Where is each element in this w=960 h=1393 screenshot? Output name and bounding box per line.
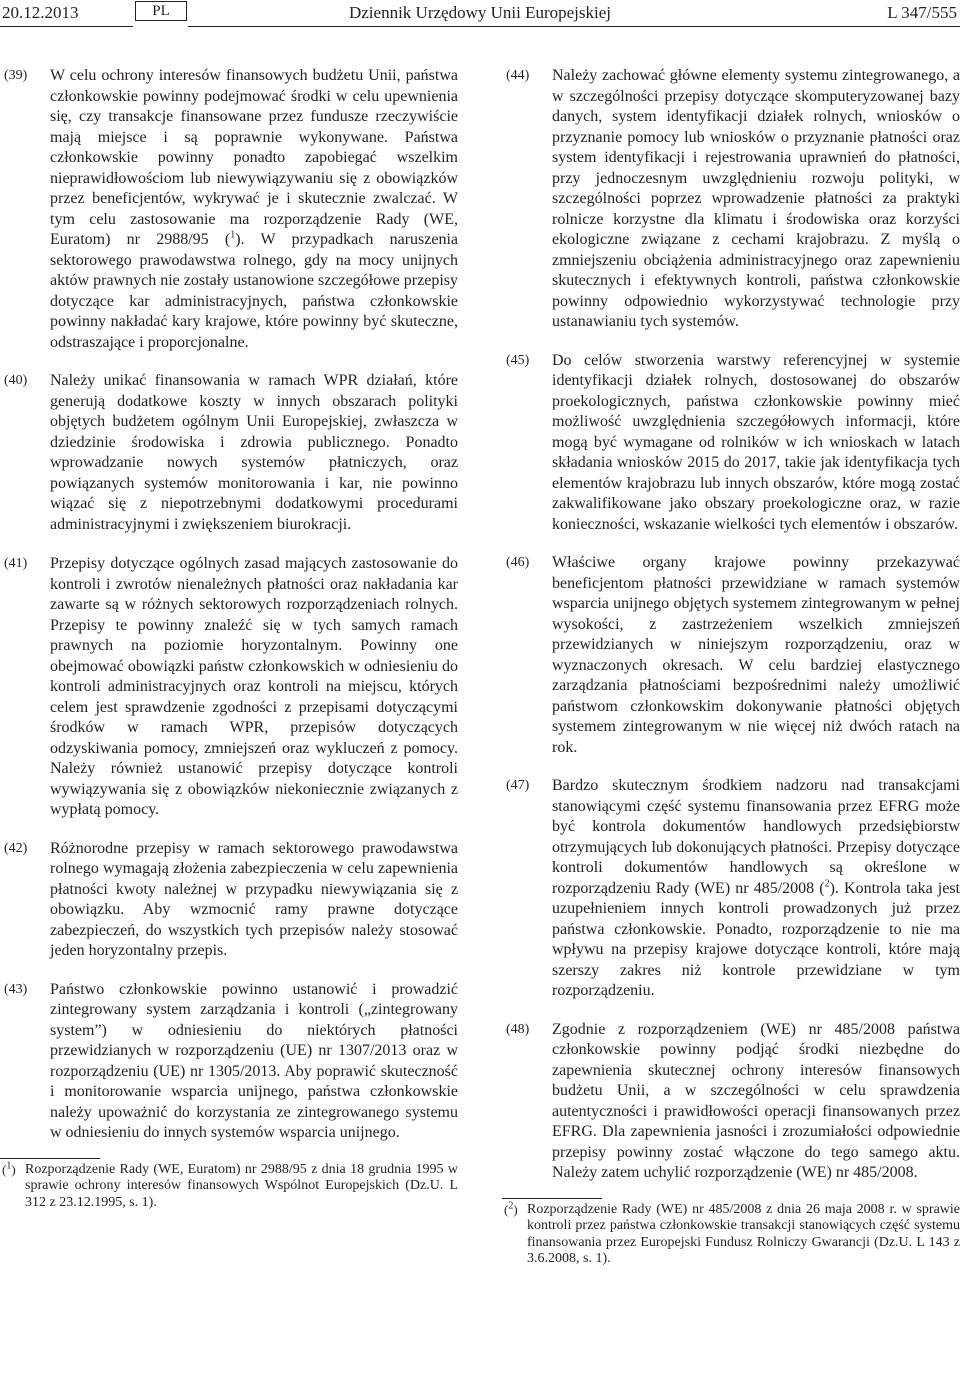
- recital-number: (47): [506, 778, 530, 793]
- recital-number: (43): [4, 981, 28, 997]
- recital-text: Właściwe organy krajowe powinny przekazywać beneficjentom płatności przewidziane w ramach systemów wsparcia unijnego objętych systemem zintegrowanym w pełnej wysokości, z zastrzeżeniem wszelkich zmniejszeń przewidzianych w niniejszym rozporządzeniu, oraz w wyznaczonych okresach. W celu bardziej elastycznego zarządzania płatnościami bezpośrednimi należy umożliwić państwom członkowskim dokonywanie płatności objętych systemem zintegrowanym w nie więcej niż dwóch ratach na rok.: [552, 554, 960, 756]
- recital-text: Przepisy dotyczące ogólnych zasad mających zastosowanie do kontroli i zwrotów nienależnych płatności oraz nakładania kar zawarte są w różnych sektorowych rozporządzeniach rolnych. Przepisy te powinny znaleźć się w tych samych ramach prawnych na poziomie horyzontalnym. Powinny one obejmować obowiązki państw członkowskich w odniesieniu do kontroli administracyjnych oraz kontroli na miejscu, których celem jest sprawdzenie zgodności z przepisami dotyczącymi środków w ramach WPR, przepisów dotyczących odzyskiwania pomocy, zmniejszeń oraz wykluczeń z pomocy. Należy również ustanowić przepisy dotyczące kontroli wywiązywania się z obowiązków niekoniecznie związanych z wypłatą pomocy.: [50, 555, 458, 818]
- recital-45: [502, 351, 960, 536]
- recital-text: W celu ochrony interesów finansowych budżetu Unii, państwa członkowskie powinny podejmować środki w celu upewnienia się, czy transakcje finansowane przez fundusze rzeczywiście mają miejsce i są poprawnie wykonywane. Państwa członkowskie powinny ponadto zapobiegać wszelkim nieprawidłowościom lub niewywiązywaniu się z obowiązków przez beneficjentów, wykrywać je i skutecznie zwalczać. W tym celu zastosowanie ma rozporządzenie Rady (WE, Euratom) nr 2988/95 (: [50, 67, 458, 248]
- recital-text-cont: ). W przypadkach naruszenia sektorowego prawodawstwa rolnego, gdy na mocy unijnych aktów prawnych nie zostały ustanowione szczegółowe przepisy dotyczące kar administracyjnych, państwa członkowskie powinny nakładać kary krajowe, które powinny być skuteczne, odstraszające i proporcjonalne.: [50, 231, 458, 351]
- page-reference: L 347/555: [887, 3, 957, 22]
- recital-text: Zgodnie z rozporządzeniem (WE) nr 485/2008 państwa członkowskie powinny podjąć środki niezbędne do zapewnienia skutecznej ochrony interesów finansowych budżetu Unii, a w szczególności w celu sprawdzenia autentyczności i prawidłowości operacji finansowanych przez EFRG. Dla zapewnienia jasności i zrozumiałości odpowiednie przepisy powinny zostać włączone do tego samego aktu. Należy zatem uchylić rozporządzenie (WE) nr 485/2008.: [552, 1020, 960, 1181]
- footnote-mark: 2: [508, 1200, 514, 1212]
- footnote-mark: 1: [6, 1160, 12, 1172]
- recital-44: [502, 66, 960, 333]
- recital-text: Państwo członkowskie powinno ustanowić i prowadzić zintegrowany system zarządzania i kontroli („zintegrowany system”) w odniesieniu do niektórych płatności przewidzianych w rozporządzeniu (UE) nr 1307/2013 oraz w rozporządzeniu (UE) nr 1305/2013. Aby poprawić skuteczność i monitorowanie wsparcia unijnego, państwa członkowskie należy upoważnić do korzystania ze zintegrowanego systemu w odniesieniu do innych systemów wsparcia unijnego.: [50, 980, 458, 1141]
- footnote-2: ($^2$) Rozporządzenie Rady (WE) nr 485/2008 z dnia 26 maja 2008 r. w sprawie kontroli przez państwa członkowskie transakcji stanowiących część systemu finansowania przez Europejski Fundusz Rolniczy Gwarancji (Dz.U. L 143 z 3.6.2008, s. 1).: [504, 1200, 960, 1266]
- recital-number: (42): [4, 840, 28, 856]
- header-rule-right: [188, 26, 960, 27]
- journal-title: Dziennik Urzędowy Unii Europejskiej: [348, 3, 611, 22]
- publication-date: 20.12.2013: [2, 3, 79, 22]
- recital-43: [0, 980, 458, 1144]
- recital-number: (41): [4, 556, 28, 571]
- recital-41: [0, 554, 458, 821]
- language-badge: PL: [135, 1, 187, 21]
- recital-text: Różnorodne przepisy w ramach sektorowego prawodawstwa rolnego wymagają złożenia zabezpieczenia w celu zapewnienia płatności kwoty należnej w przypadku niewywiązania się z obowiązku. Aby wzmocnić ramy prawne dotyczące zabezpieczeń, do wszystkich tych przepisów należy stosować jeden horyzontalny przepis.: [50, 839, 458, 959]
- recital-text: Należy unikać finansowania w ramach WPR działań, które generują dodatkowe koszty w innych obszarach polityki objętych budżetem ogólnym Unii Europejskiej, zwłaszcza w dziedzinie środowiska i zdrowia publicznego. Ponadto wprowadzanie nowych systemów płatniczych, oraz powiązanych systemów monitorowania i kar, nie powinno wiązać się z niepotrzebnymi dodatkowymi procedurami administracyjnymi i zwiększeniem biurokracji.: [50, 372, 458, 533]
- right-column: [502, 66, 960, 1268]
- page-header: [0, 0, 960, 30]
- footnote-text: Rozporządzenie Rady (WE) nr 485/2008 z dnia 26 maja 2008 r. w sprawie kontroli przez państwa członkowskie transakcji stanowiących część systemu finansowania przez Europejski Fundusz Rolniczy Gwarancji (Dz.U. L 143 z 3.6.2008, s. 1).: [527, 1201, 960, 1266]
- left-column: [0, 66, 458, 1211]
- recital-number: (46): [506, 555, 530, 570]
- recital-42: [0, 839, 458, 962]
- footnote-rule: [502, 1198, 602, 1199]
- recital-48: [502, 1020, 960, 1184]
- recital-number: (39): [4, 68, 28, 83]
- recital-39: [0, 66, 458, 353]
- recital-text: Należy zachować główne elementy systemu zintegrowanego, a w szczególności przepisy dotyczące skomputeryzowanej bazy danych, system identyfikacji działek rolnych, wniosków o przyznanie pomocy lub wniosków o przyznanie płatności oraz system identyfikacji i rejestrowania uprawnień do płatności, przy jednoczesnym uwzględnieniu rozwoju polityki, w szczególności poprzez wprowadzenie płatności za praktyki rolnicze korzystne dla klimatu i środowiska oraz korzyści ekologiczne związane z cechami krajobrazu. Z myślą o zmniejszeniu obciążenia administracyjnego oraz zapewnieniu skutecznych i efektywnych kontroli, państwa członkowskie powinny odpowiednio wykorzystywać technologie przy ustanawianiu tych systemów.: [552, 67, 960, 330]
- recital-number: (40): [4, 373, 28, 388]
- recital-40: [0, 371, 458, 535]
- footnote-ref: 1: [230, 229, 236, 241]
- footnote-1: ($^1$) Rozporządzenie Rady (WE, Euratom) nr 2988/95 z dnia 18 grudnia 1995 w sprawie ochrony interesów finansowych Wspólnot Europejskich (Dz.U. L 312 z 23.12.1995, s. 1).: [2, 1160, 458, 1210]
- recital-text-cont: ). Kontrola taka jest uzupełnieniem innych kontroli prowadzonych już przez państwa członkowskie. Ponadto, rozporządzenie to nie ma wpływu na przepisy krajowe dotyczące kontroli, które mają szerszy zakres niż kontrole przewidziane w tym rozporządzeniu.: [552, 879, 960, 999]
- recital-number: (45): [506, 352, 530, 368]
- recital-number: (44): [506, 68, 530, 83]
- footnote-ref: 2: [824, 878, 830, 890]
- header-rule-left: [0, 26, 133, 27]
- recital-46: [502, 553, 960, 758]
- recital-text: Bardzo skutecznym środkiem nadzoru nad transakcjami stanowiącymi część systemu finansowania przez EFRG może być kontrola dokumentów handlowych przedsiębiorstw otrzymujących lub dokonujących płatności. Przepisy dotyczące kontroli dokumentów handlowych są określone w rozporządzeniu Rady (WE) nr 485/2008 (: [552, 777, 960, 897]
- footnote-rule: [0, 1158, 100, 1159]
- recital-text: Do celów stworzenia warstwy referencyjnej w systemie identyfikacji działek rolnych, dostosowanej do obszarów proekologicznych, państwa członkowskie powinny mieć możliwość uwzględnienia szczegółowych informacji, które mogą być wymagane od rolników w ich wnioskach w latach składania wniosków 2015 do 2017, takie jak identyfikacja tych elementów krajobrazu lub innych obszarów, które mogą zostać zakwalifikowane jako obszary proekologiczne oraz, w razie konieczności, wskazanie wielkości tych elementów i obszarów.: [552, 351, 960, 533]
- recital-47: [502, 776, 960, 1002]
- recital-number: (48): [506, 1021, 530, 1037]
- footnote-text: Rozporządzenie Rady (WE, Euratom) nr 2988/95 z dnia 18 grudnia 1995 w sprawie ochrony interesów finansowych Wspólnot Europejskich (Dz.U. L 312 z 23.12.1995, s. 1).: [25, 1161, 458, 1210]
